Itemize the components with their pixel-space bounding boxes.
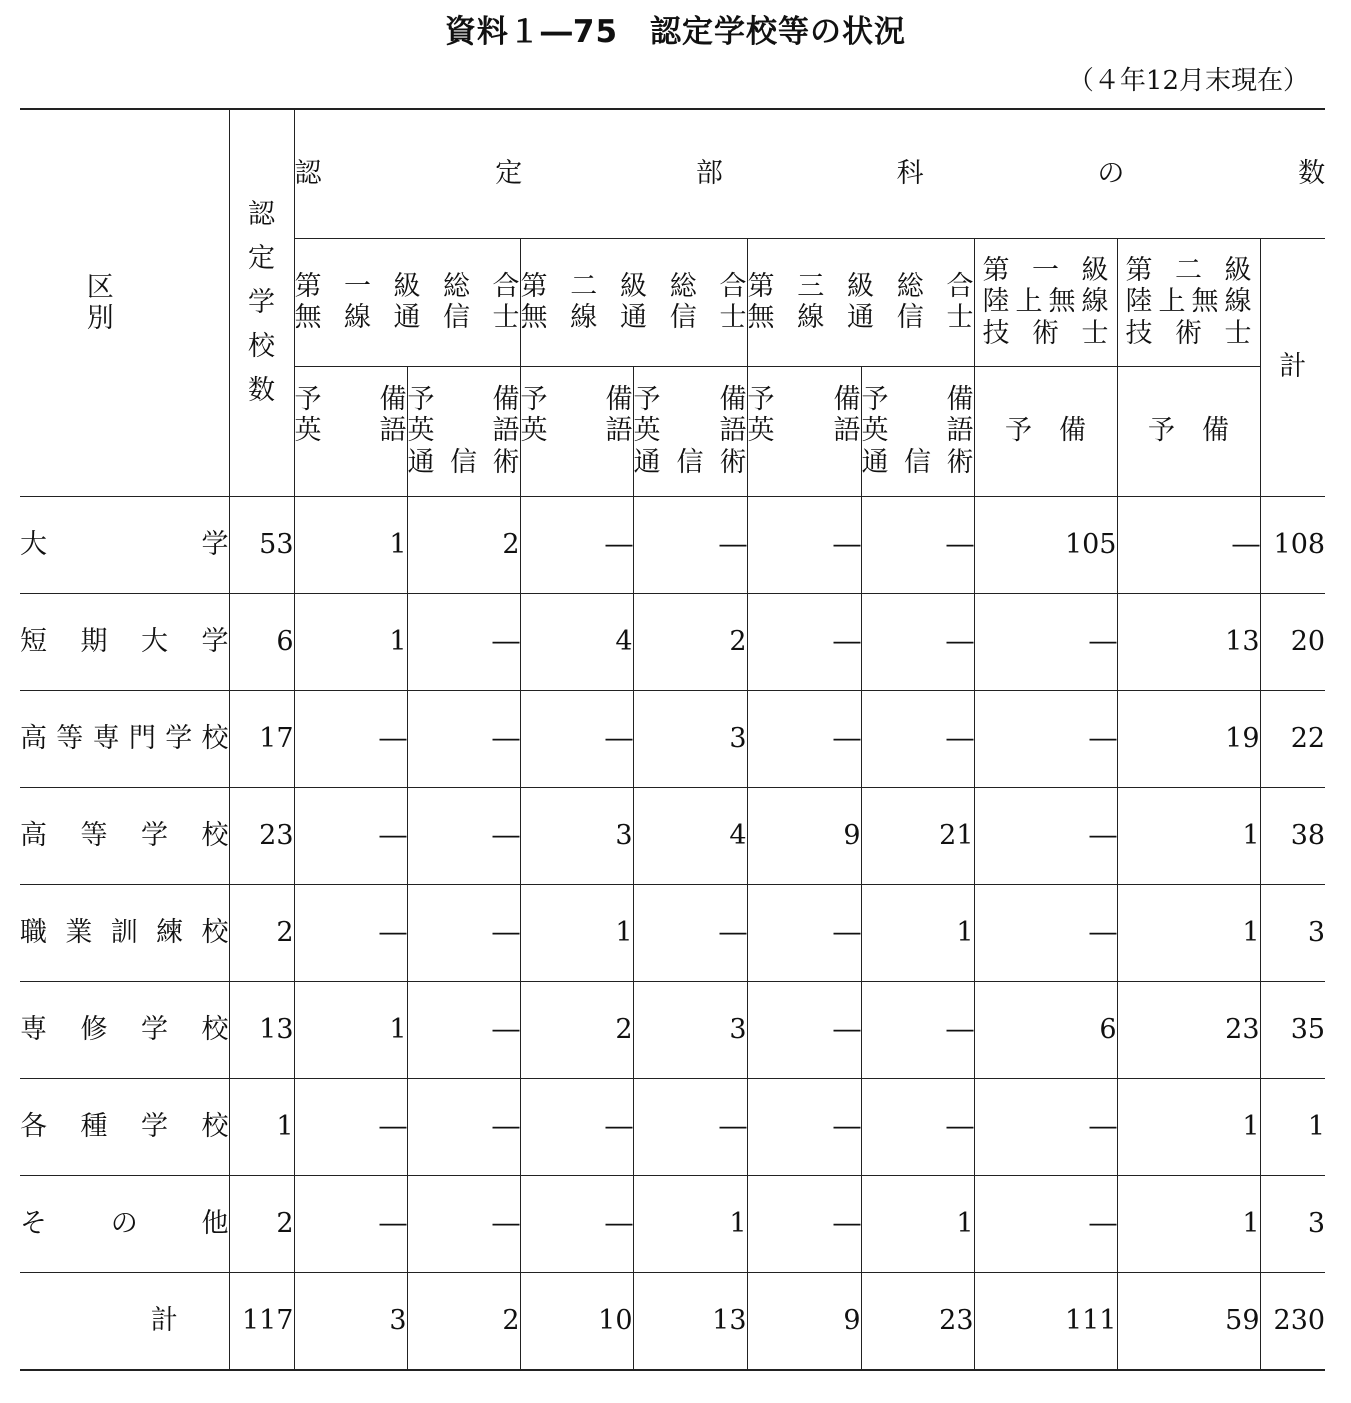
cell: 20 <box>1260 593 1325 690</box>
cell: 2 <box>407 1272 520 1370</box>
cell: ― <box>520 1175 633 1272</box>
cell: 6 <box>974 981 1117 1078</box>
header-total: 計 <box>1260 238 1325 496</box>
header-qual-4: 第一級 陸上無線 技術士 <box>974 238 1117 366</box>
cell: 17 <box>229 690 294 787</box>
table-row <box>20 593 1325 690</box>
cell: 1 <box>294 981 407 1078</box>
cell: ― <box>747 593 861 690</box>
cell: 105 <box>974 496 1117 593</box>
table-row <box>20 981 1325 1078</box>
cell: ― <box>294 787 407 884</box>
cell: 22 <box>1260 690 1325 787</box>
cell: 13 <box>633 1272 747 1370</box>
cell: 10 <box>520 1272 633 1370</box>
cell: 1 <box>1260 1078 1325 1175</box>
cell: ― <box>974 1078 1117 1175</box>
cell: ― <box>407 593 520 690</box>
table-row <box>20 1175 1325 1272</box>
cell: ― <box>747 690 861 787</box>
table-row <box>20 884 1325 981</box>
cell: 23 <box>861 1272 974 1370</box>
cell: ― <box>294 1175 407 1272</box>
cell: 23 <box>1117 981 1260 1078</box>
cell: 108 <box>1260 496 1325 593</box>
table-row <box>20 690 1325 787</box>
cell: ― <box>407 787 520 884</box>
cell: 2 <box>633 593 747 690</box>
cell: 1 <box>1117 1175 1260 1272</box>
cell: 230 <box>1260 1272 1325 1370</box>
cell: 1 <box>861 1175 974 1272</box>
cell: ― <box>747 981 861 1078</box>
cell: ― <box>747 1175 861 1272</box>
cell: ― <box>747 496 861 593</box>
cell: 1 <box>1117 884 1260 981</box>
cell: 9 <box>747 787 861 884</box>
cell: 1 <box>294 593 407 690</box>
cell: ― <box>861 593 974 690</box>
row-label: 専修学校 <box>20 981 229 1078</box>
cell: 35 <box>1260 981 1325 1078</box>
row-label: 大学 <box>20 496 229 593</box>
header-category: 区 別 <box>20 109 229 496</box>
cell: 23 <box>229 787 294 884</box>
cell: ― <box>1117 496 1260 593</box>
cell: ― <box>974 787 1117 884</box>
cell: 3 <box>1260 884 1325 981</box>
table-body <box>20 496 1325 1370</box>
cell: ― <box>861 1078 974 1175</box>
cell: 3 <box>633 981 747 1078</box>
cell: 1 <box>520 884 633 981</box>
row-label: 職業訓練校 <box>20 884 229 981</box>
cell: 9 <box>747 1272 861 1370</box>
row-label: その他 <box>20 1175 229 1272</box>
cell: 1 <box>1117 787 1260 884</box>
cell: 21 <box>861 787 974 884</box>
cell: 2 <box>229 1175 294 1272</box>
cell: ― <box>747 884 861 981</box>
header-qual-3: 第三級総合 無線通信士 <box>747 238 974 366</box>
cell: 1 <box>229 1078 294 1175</box>
cell: ― <box>407 981 520 1078</box>
cell: 1 <box>1117 1078 1260 1175</box>
header-sub-prep-english-comm: 予備 英語 通信術 <box>861 366 974 496</box>
row-label: 各種学校 <box>20 1078 229 1175</box>
table-row <box>20 496 1325 593</box>
cell: 59 <box>1117 1272 1260 1370</box>
as-of-date: （４年12月末現在） <box>1067 66 1309 96</box>
cell: 2 <box>520 981 633 1078</box>
cell: ― <box>294 690 407 787</box>
cell: 38 <box>1260 787 1325 884</box>
cell: 3 <box>520 787 633 884</box>
cell: ― <box>974 884 1117 981</box>
cell: ― <box>974 1175 1117 1272</box>
header-sub-prep-english-comm: 予備 英語 通信術 <box>633 366 747 496</box>
cell: ― <box>633 1078 747 1175</box>
cell: 1 <box>633 1175 747 1272</box>
cell: ― <box>633 884 747 981</box>
header-sub-prep-english-comm: 予備 英語 通信術 <box>407 366 520 496</box>
header-qual-2: 第二級総合 無線通信士 <box>520 238 747 366</box>
cell: 6 <box>229 593 294 690</box>
cell: ― <box>407 1078 520 1175</box>
cell: ― <box>520 690 633 787</box>
header-qual-5: 第二級 陸上無線 技術士 <box>1117 238 1260 366</box>
cell: 3 <box>1260 1175 1325 1272</box>
cell: ― <box>974 690 1117 787</box>
header-dept-group: 認定部科の数 <box>294 109 1325 238</box>
cell: ― <box>861 690 974 787</box>
page-title: 資料１―75 認定学校等の状況 <box>444 14 907 50</box>
header-sub-prep-english: 予備 英語 <box>520 366 633 496</box>
cell: 2 <box>407 496 520 593</box>
cell: 117 <box>229 1272 294 1370</box>
cell: ― <box>974 593 1117 690</box>
total-row-label: 計 <box>20 1272 229 1370</box>
header-sub-prep: 予 備 <box>974 366 1117 496</box>
cell: 2 <box>229 884 294 981</box>
cell: 4 <box>633 787 747 884</box>
cell: ― <box>294 884 407 981</box>
row-label: 短期大学 <box>20 593 229 690</box>
total-row <box>20 1272 1325 1370</box>
certified-schools-table <box>20 108 1325 1371</box>
cell: 3 <box>294 1272 407 1370</box>
header-qual-1: 第一級総合 無線通信士 <box>294 238 520 366</box>
cell: 1 <box>294 496 407 593</box>
header-sub-prep-english: 予備 英語 <box>747 366 861 496</box>
cell: 13 <box>1117 593 1260 690</box>
table-row <box>20 1078 1325 1175</box>
header-sub-prep-english: 予備 英語 <box>294 366 407 496</box>
row-label: 高等学校 <box>20 787 229 884</box>
cell: 13 <box>229 981 294 1078</box>
cell: 1 <box>861 884 974 981</box>
cell: 4 <box>520 593 633 690</box>
row-label: 高等専門学校 <box>20 690 229 787</box>
cell: ― <box>861 496 974 593</box>
cell: ― <box>861 981 974 1078</box>
cell: ― <box>633 496 747 593</box>
cell: ― <box>520 496 633 593</box>
cell: ― <box>747 1078 861 1175</box>
cell: 3 <box>633 690 747 787</box>
table-row <box>20 787 1325 884</box>
cell: ― <box>520 1078 633 1175</box>
cell: ― <box>294 1078 407 1175</box>
cell: 19 <box>1117 690 1260 787</box>
cell: ― <box>407 884 520 981</box>
header-school-count: 認 定 学 校 数 <box>229 109 294 496</box>
cell: ― <box>407 690 520 787</box>
cell: ― <box>407 1175 520 1272</box>
cell: 53 <box>229 496 294 593</box>
cell: 111 <box>974 1272 1117 1370</box>
header-sub-prep: 予 備 <box>1117 366 1260 496</box>
